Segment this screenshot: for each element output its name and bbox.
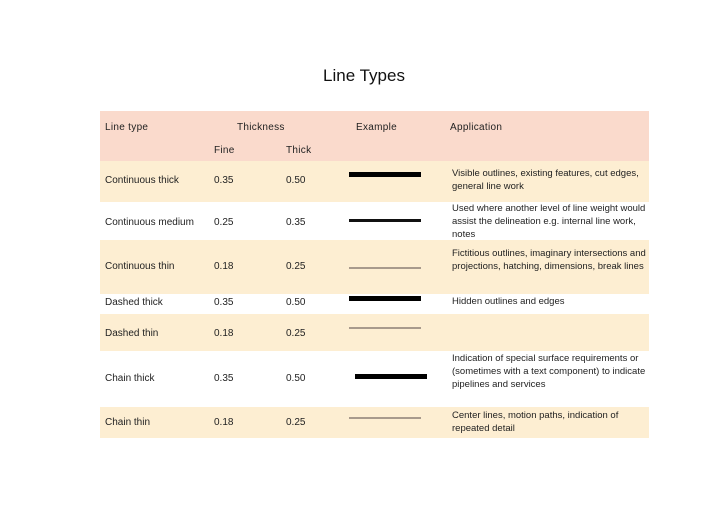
row-thick: 0.50 xyxy=(286,297,306,308)
line-example-thick xyxy=(355,374,427,379)
row-fine: 0.35 xyxy=(214,373,234,384)
line-example-thick xyxy=(349,172,421,177)
row-thick: 0.35 xyxy=(286,217,306,228)
page-title: Line Types xyxy=(323,66,405,85)
row-fine: 0.35 xyxy=(214,175,234,186)
header-example: Example xyxy=(356,122,398,133)
row-line-type: Continuous thick xyxy=(105,175,179,186)
header-application: Application xyxy=(450,122,503,133)
row-thick: 0.50 xyxy=(286,175,306,186)
table-header xyxy=(100,111,649,161)
row-line-type: Chain thin xyxy=(105,417,151,428)
row-line-type: Dashed thin xyxy=(105,328,159,339)
line-example-thick xyxy=(349,296,421,301)
line-example-thin xyxy=(349,267,421,269)
table-row xyxy=(100,351,649,407)
header-line-type: Line type xyxy=(105,122,149,133)
line-example-thin xyxy=(349,327,421,329)
header-fine: Fine xyxy=(214,145,235,156)
row-fine: 0.18 xyxy=(214,328,234,339)
row-fine: 0.18 xyxy=(214,417,234,428)
row-fine: 0.18 xyxy=(214,261,234,272)
row-fine: 0.35 xyxy=(214,297,234,308)
table-row xyxy=(100,294,649,314)
header-thickness: Thickness xyxy=(237,122,285,133)
table-row xyxy=(100,407,649,438)
row-thick: 0.25 xyxy=(286,417,306,428)
row-application: Center lines, motion paths, indication of repeated detail xyxy=(452,410,619,434)
table-row xyxy=(100,240,649,294)
row-application: Fictitious outlines, imaginary intersections and projections, hatching, dimensions, break lines xyxy=(452,248,646,272)
row-fine: 0.25 xyxy=(214,217,234,228)
row-application: Visible outlines, existing features, cut edges, general line work xyxy=(452,168,639,192)
table-row xyxy=(100,314,649,351)
row-line-type: Chain thick xyxy=(105,373,155,384)
line-example-medium xyxy=(349,219,421,222)
row-line-type: Continuous thin xyxy=(105,261,175,272)
row-application: Hidden outlines and edges xyxy=(452,296,565,307)
table-row xyxy=(100,161,649,202)
row-line-type: Continuous medium xyxy=(105,217,194,228)
row-thick: 0.50 xyxy=(286,373,306,384)
row-thick: 0.25 xyxy=(286,261,306,272)
row-application: Indication of special surface requirements or (sometimes with a text component) to indicate pipelines and services xyxy=(452,353,646,390)
line-example-thin xyxy=(349,417,421,419)
header-thick: Thick xyxy=(286,145,312,156)
row-thick: 0.25 xyxy=(286,328,306,339)
row-line-type: Dashed thick xyxy=(105,297,163,308)
row-application: Used where another level of line weight would assist the delineation e.g. internal line work, notes xyxy=(452,203,646,240)
table-row xyxy=(100,202,649,240)
